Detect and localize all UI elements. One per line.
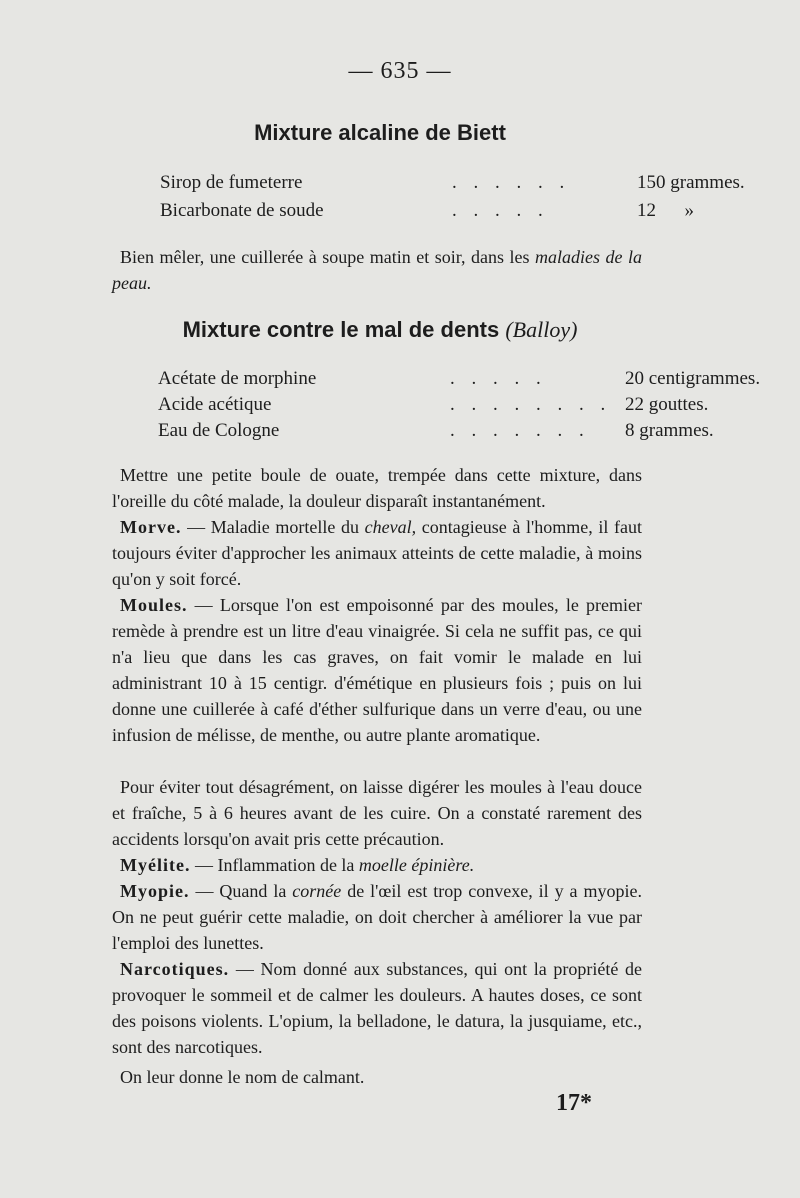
signature-mark: 17* bbox=[556, 1090, 592, 1116]
ingredient-dose: 150 grammes. bbox=[637, 172, 745, 193]
ingredient-row bbox=[158, 420, 714, 442]
ingredient-name: Acide acétique bbox=[158, 394, 272, 415]
section-title-text: Mixture contre le mal de dents bbox=[182, 317, 500, 342]
leader-dots: . . . . . . . . bbox=[450, 394, 612, 415]
entry-term: Narcotiques. bbox=[120, 959, 230, 979]
ingredient-row bbox=[160, 200, 694, 222]
ingredient-name: Sirop de fumeterre bbox=[160, 172, 303, 193]
page-number: — 635 — bbox=[348, 58, 452, 84]
mixture-paragraph: Mettre une petite boule de ouate, trempée dans cette mixture, dans l'oreille du côté malade, la douleur disparaît instantanément. bbox=[112, 465, 642, 511]
ingredient-row bbox=[160, 172, 745, 194]
usage-italic: maladies de la peau. bbox=[112, 247, 642, 293]
entry-moules-continued: Pour éviter tout désagrément, on laisse digérer les moules à l'eau douce et fraîche, 5 à 6 heures avant de les cuire. On a constaté rarement des accidents lorsqu'on avait pris cette précaution. bbox=[112, 777, 642, 849]
section-title-author: (Balloy) bbox=[505, 317, 578, 342]
ingredient-row bbox=[158, 368, 760, 390]
entry-text: — Nom donné aux substances, qui ont la propriété de provoquer le sommeil et de calmer les douleurs. A hautes doses, ce sont des poisons violents. L'opium, la belladone, le datura, la jusquiame, etc., sont des narcotiques. bbox=[112, 959, 642, 1057]
ingredient-dose: 20 centigrammes. bbox=[625, 368, 761, 389]
leader-dots: . . . . . . . bbox=[450, 420, 590, 441]
ingredient-name: Eau de Cologne bbox=[158, 420, 280, 441]
ingredient-dose: 8 grammes. bbox=[625, 420, 714, 441]
entry-myelite bbox=[112, 852, 642, 878]
leader-dots: . . . . . . bbox=[452, 172, 571, 193]
entry-moules bbox=[112, 592, 642, 748]
section-title-biett: Mixture alcaline de Biett bbox=[254, 120, 506, 145]
usage-text: Bien mêler, une cuillerée à soupe matin et soir, dans les bbox=[120, 247, 535, 267]
entry-italic: cornée bbox=[292, 881, 342, 901]
usage-paragraph bbox=[112, 244, 642, 296]
entry-narcotiques-continued: On leur donne le nom de calmant. bbox=[120, 1067, 365, 1087]
ingredient-dose: 22 gouttes. bbox=[625, 394, 709, 415]
entry-italic: moelle épinière. bbox=[358, 855, 475, 875]
section-title-dents bbox=[0, 317, 760, 343]
entry-text: — Lorsque l'on est empoisonné par des moules, le premier remède à prendre est un litre d'eau vinaigrée. Si cela ne suffit pas, ce qui n'a lieu que dans les cas graves, on fait vomir le malade en lui administrant 10 à 15 centigr. d'émétique en plusieurs fois ; puis on lui donne une cuillerée à café d'éther sulfurique dans un verre d'eau, ou une infusion de mélisse, de menthe, ou autre plante aromatique. bbox=[112, 595, 642, 745]
entry-text: contagieuse à l'homme, il faut toujours éviter d'approcher les animaux atteints de cette maladie, à moins qu'on y soit forcé. bbox=[112, 517, 642, 589]
ingredient-name: Acétate de morphine bbox=[158, 368, 317, 389]
leader-dots: . . . . . bbox=[452, 200, 549, 221]
entry-italic: cheval, bbox=[364, 517, 417, 537]
entry-narcotiques bbox=[112, 956, 642, 1060]
ingredient-row bbox=[158, 394, 708, 416]
entry-text: — Maladie mortelle du bbox=[181, 517, 365, 537]
entry-text: de l'œil est trop convexe, il y a myopie. On ne peut guérir cette maladie, on doit chercher à améliorer la vue par l'emploi des lunettes. bbox=[112, 881, 642, 953]
entry-term: Morve. bbox=[120, 517, 182, 537]
entry-morve bbox=[112, 514, 642, 592]
entry-myopie bbox=[112, 878, 642, 956]
leader-dots: . . . . . bbox=[450, 368, 547, 389]
entry-term: Myélite. bbox=[120, 855, 191, 875]
entry-text: — Inflammation de la bbox=[190, 855, 359, 875]
ingredient-dose: 12 » bbox=[637, 200, 694, 221]
ingredient-name: Bicarbonate de soude bbox=[160, 200, 324, 221]
entry-text: — Quand la bbox=[189, 881, 293, 901]
entry-term: Myopie. bbox=[120, 881, 190, 901]
entry-term: Moules. bbox=[120, 595, 188, 615]
